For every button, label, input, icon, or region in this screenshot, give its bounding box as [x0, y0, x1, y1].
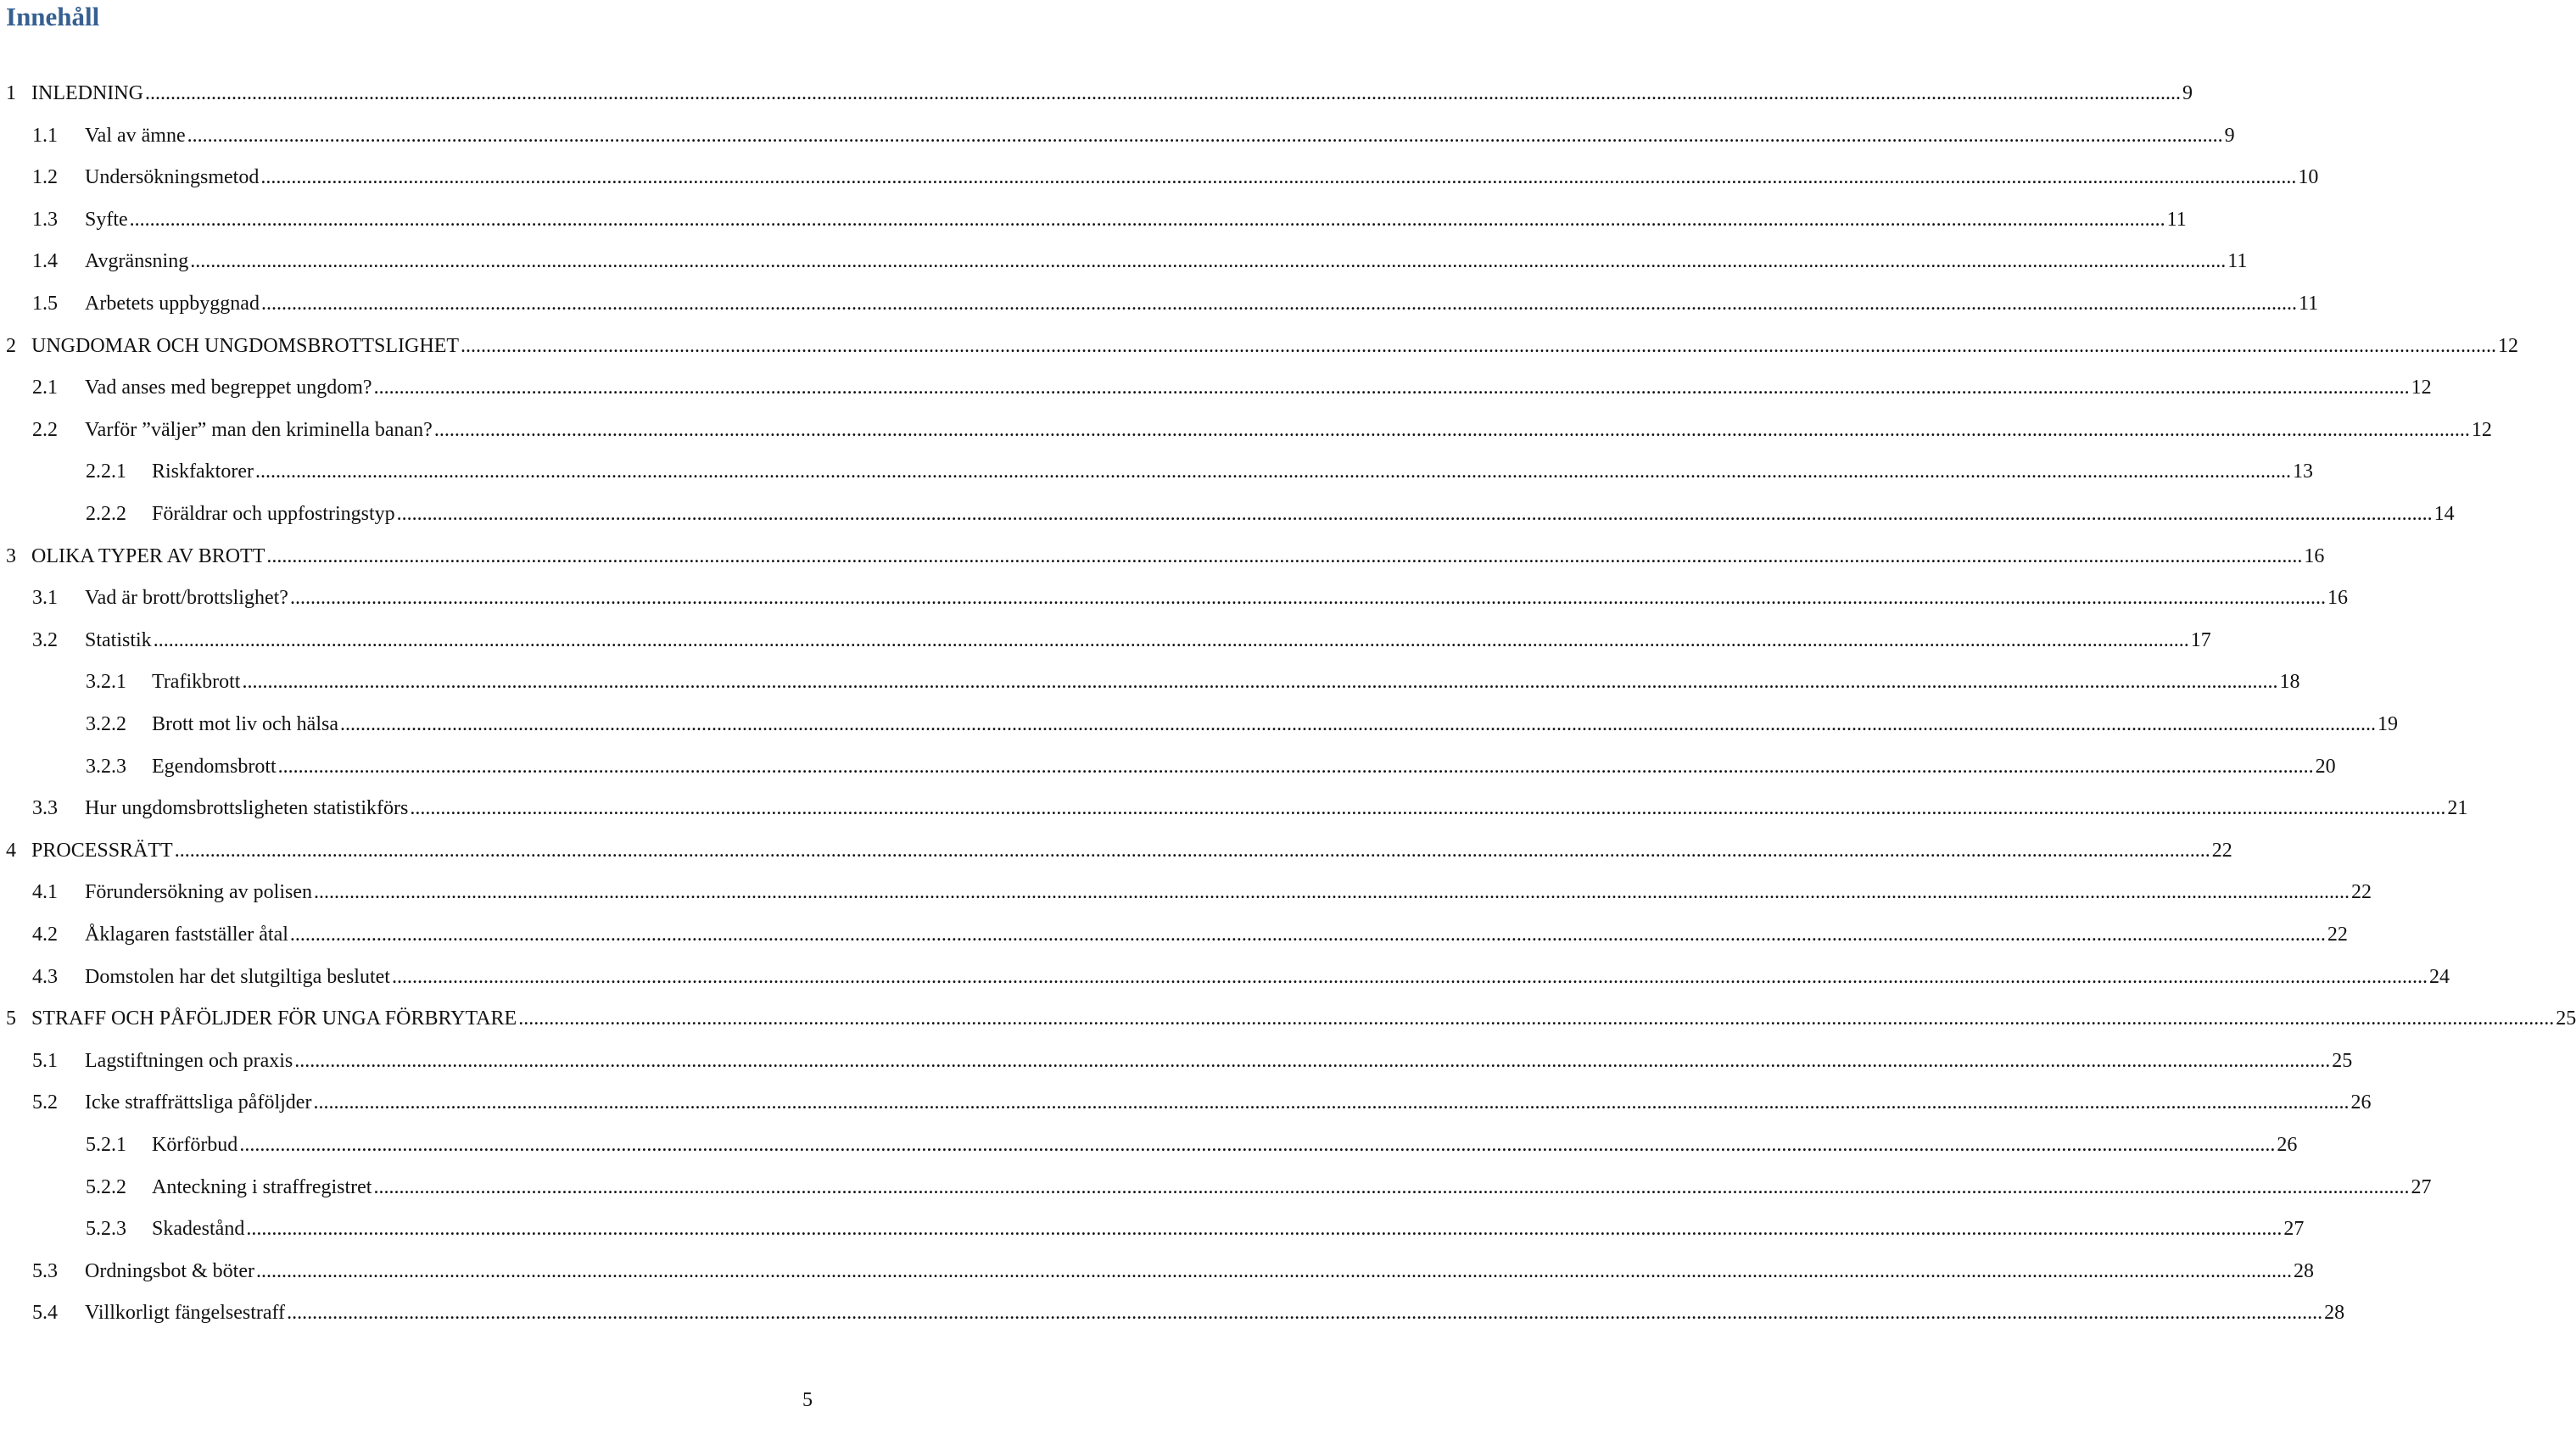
toc-entry[interactable] [0, 581, 2348, 615]
toc-entry-number: 1.4 [32, 250, 58, 273]
toc-entry-title: Ordningsbot & böter [85, 1259, 254, 1282]
dot-leader: ................................................................................................................................................................................................................................................................................................................................................................................................................ [410, 797, 2446, 820]
toc-entry-number: 2 [6, 334, 16, 357]
toc-entry-number: 3.2.2 [86, 713, 126, 735]
toc-entry-number: 2.2 [32, 418, 58, 441]
toc-entry-title: Egendomsbrott [152, 755, 277, 778]
toc-entry[interactable] [0, 539, 2325, 573]
toc-entry-page: 17 [2190, 628, 2211, 651]
toc-entry[interactable] [0, 1170, 2432, 1204]
toc-entry-page: 16 [2304, 544, 2325, 567]
dot-leader: ................................................................................................................................................................................................................................................................................................................................................................................................................ [239, 1134, 2276, 1156]
toc-entry-number: 1.5 [32, 293, 58, 315]
dot-leader: ................................................................................................................................................................................................................................................................................................................................................................................................................ [289, 587, 2326, 610]
toc-entry-number: 5.2.2 [86, 1175, 126, 1198]
dot-leader: ................................................................................................................................................................................................................................................................................................................................................................................................................ [190, 250, 2227, 273]
toc-entry[interactable] [0, 875, 2372, 909]
toc-entry[interactable] [0, 76, 2193, 110]
dot-leader: ................................................................................................................................................................................................................................................................................................................................................................................................................ [277, 755, 2314, 778]
toc-entry-title: Val av ämne [85, 124, 186, 147]
toc-entry-page: 28 [2293, 1259, 2314, 1282]
dot-leader: ................................................................................................................................................................................................................................................................................................................................................................................................................ [246, 1218, 2283, 1241]
toc-entry-page: 25 [2332, 1049, 2353, 1072]
toc-entry[interactable] [0, 329, 2519, 363]
toc-entry-page: 14 [2434, 503, 2455, 525]
toc-entry-number: 4.2 [32, 924, 58, 946]
toc-entry-title: Arbetets uppbyggnad [85, 293, 260, 315]
toc-entry-title: STRAFF OCH PÅFÖLJDER FÖR UNGA FÖRBRYTARE [31, 1007, 517, 1030]
toc-entry-title: Varför ”väljer” man den kriminella banan? [85, 418, 433, 441]
toc-entry-page: 12 [2498, 334, 2519, 357]
toc-entry[interactable] [0, 960, 2450, 994]
toc-entry-number: 2.1 [32, 377, 58, 399]
toc-entry[interactable] [0, 1002, 2576, 1035]
toc-entry[interactable] [0, 1296, 2345, 1330]
toc-entry-title: Syfte [85, 208, 128, 231]
toc-entry-number: 4.3 [32, 965, 58, 988]
toc-entry-number: 5.4 [32, 1302, 58, 1325]
toc-entry[interactable] [0, 119, 2235, 153]
toc-entry-number: 5.2.3 [86, 1218, 126, 1241]
dot-leader: ................................................................................................................................................................................................................................................................................................................................................................................................................ [129, 208, 2165, 231]
toc-entry-title: Anteckning i straffregistret [152, 1175, 372, 1198]
toc-entry-number: 5.3 [32, 1259, 58, 1282]
toc-entry-page: 28 [2324, 1302, 2345, 1325]
toc-entry-title: Vad anses med begreppet ungdom? [85, 377, 372, 399]
toc-entry-number: 5.2.1 [86, 1134, 126, 1156]
toc-entry-title: Skadestånd [152, 1218, 245, 1241]
toc-entry-page: 11 [2298, 293, 2319, 315]
toc-entry-number: 3.2.1 [86, 671, 126, 694]
toc-entry-page: 18 [2279, 671, 2300, 694]
toc-entry-title: Åklagaren fastställer åtal [85, 924, 288, 946]
toc-entry-page: 20 [2315, 755, 2336, 778]
toc-entry-page: 22 [2327, 924, 2348, 946]
toc-entry-number: 1 [6, 82, 16, 104]
toc-entry-page: 11 [2227, 250, 2248, 273]
toc-entry-number: 2.2.1 [86, 460, 126, 483]
toc-entry-page: 24 [2428, 965, 2450, 988]
toc-entry-title: Hur ungdomsbrottsligheten statistikförs [85, 797, 409, 820]
dot-leader: ................................................................................................................................................................................................................................................................................................................................................................................................................ [187, 124, 2223, 147]
toc-heading: Innehåll [6, 2, 100, 31]
toc-entry-title: Trafikbrott [152, 671, 241, 694]
toc-entry[interactable] [0, 918, 2348, 952]
toc-entry-title: Körförbud [152, 1134, 238, 1156]
toc-entry-page: 16 [2327, 587, 2348, 610]
dot-leader: ................................................................................................................................................................................................................................................................................................................................................................................................................ [242, 671, 2278, 694]
dot-leader: ................................................................................................................................................................................................................................................................................................................................................................................................................ [313, 1091, 2350, 1114]
toc-entry-title: OLIKA TYPER AV BROTT [31, 544, 265, 567]
dot-leader: ................................................................................................................................................................................................................................................................................................................................................................................................................ [313, 881, 2350, 904]
toc-entry-page: 12 [2471, 418, 2492, 441]
toc-entry-page: 19 [2377, 713, 2398, 735]
toc-entry-number: 3.1 [32, 587, 58, 610]
toc-entry-page: 22 [2350, 881, 2372, 904]
dot-leader: ................................................................................................................................................................................................................................................................................................................................................................................................................ [289, 924, 2326, 946]
toc-entry[interactable] [0, 1128, 2298, 1162]
dot-leader: ................................................................................................................................................................................................................................................................................................................................................................................................................ [373, 377, 2410, 399]
toc-entry-title: PROCESSRÄTT [31, 839, 173, 862]
dot-leader: ................................................................................................................................................................................................................................................................................................................................................................................................................ [260, 293, 2297, 315]
toc-entry-title: Brott mot liv och hälsa [152, 713, 338, 735]
toc-entry[interactable] [0, 1044, 2353, 1078]
toc-entry-title: Avgränsning [85, 250, 189, 273]
dot-leader: ................................................................................................................................................................................................................................................................................................................................................................................................................ [518, 1007, 2555, 1030]
toc-entry[interactable] [0, 623, 2211, 657]
toc-entry[interactable] [0, 1212, 2305, 1246]
toc-entry-page: 27 [2283, 1218, 2305, 1241]
toc-entry-page: 27 [2411, 1175, 2432, 1198]
toc-entry-title: Icke straffrättsliga påföljder [85, 1091, 312, 1114]
toc-entry-page: 26 [2350, 1091, 2372, 1114]
toc-entry[interactable] [0, 160, 2319, 194]
toc-entry[interactable] [0, 455, 2313, 488]
toc-entry-page: 21 [2447, 797, 2468, 820]
toc-entry-number: 3.2.3 [86, 755, 126, 778]
toc-entry-number: 3 [6, 544, 16, 567]
toc-entry-title: Domstolen har det slutgiltiga beslutet [85, 965, 390, 988]
toc-entry-title: INLEDNING [31, 82, 143, 104]
toc-entry-number: 3.2 [32, 628, 58, 651]
toc-entry-page: 9 [2224, 124, 2235, 147]
toc-entry[interactable] [0, 707, 2398, 741]
dot-leader: ................................................................................................................................................................................................................................................................................................................................................................................................................ [255, 1259, 2292, 1282]
toc-entry[interactable] [0, 497, 2455, 531]
dot-leader: ................................................................................................................................................................................................................................................................................................................................................................................................................ [391, 965, 2428, 988]
toc-entry-page: 10 [2298, 166, 2319, 189]
toc-entry-number: 5.1 [32, 1049, 58, 1072]
toc-entry[interactable] [0, 244, 2248, 278]
toc-entry-number: 4 [6, 839, 16, 862]
toc-entry[interactable] [0, 413, 2492, 447]
dot-leader: ................................................................................................................................................................................................................................................................................................................................................................................................................ [174, 839, 2210, 862]
dot-leader: ................................................................................................................................................................................................................................................................................................................................................................................................................ [254, 460, 2291, 483]
dot-leader: ................................................................................................................................................................................................................................................................................................................................................................................................................ [339, 713, 2376, 735]
dot-leader: ................................................................................................................................................................................................................................................................................................................................................................................................................ [260, 166, 2297, 189]
dot-leader: ................................................................................................................................................................................................................................................................................................................................................................................................................ [287, 1302, 2323, 1325]
toc-entry-page: 9 [2182, 82, 2193, 104]
dot-leader: ................................................................................................................................................................................................................................................................................................................................................................................................................ [396, 503, 2433, 525]
toc-entry-title: Föräldrar och uppfostringstyp [152, 503, 395, 525]
toc-entry-number: 5 [6, 1007, 16, 1030]
toc-entry-title: Undersökningsmetod [85, 166, 260, 189]
toc-entry-title: Statistik [85, 628, 152, 651]
toc-entry-page: 25 [2556, 1007, 2576, 1030]
toc-entry[interactable] [0, 371, 2432, 405]
toc-entry-number: 2.2.2 [86, 503, 126, 525]
dot-leader: ................................................................................................................................................................................................................................................................................................................................................................................................................ [433, 418, 2470, 441]
dot-leader: ................................................................................................................................................................................................................................................................................................................................................................................................................ [266, 544, 2303, 567]
toc-entry-number: 5.2 [32, 1091, 58, 1114]
toc-entry-title: Förundersökning av polisen [85, 881, 312, 904]
dot-leader: ................................................................................................................................................................................................................................................................................................................................................................................................................ [144, 82, 2181, 104]
dot-leader: ................................................................................................................................................................................................................................................................................................................................................................................................................ [294, 1049, 2331, 1072]
toc-entry[interactable] [0, 791, 2468, 825]
toc-entry-number: 3.3 [32, 797, 58, 820]
toc-entry-number: 1.1 [32, 124, 58, 147]
toc-entry-title: Riskfaktorer [152, 460, 254, 483]
toc-entry-page: 26 [2277, 1134, 2298, 1156]
toc-entry[interactable] [0, 1086, 2372, 1119]
page-number-value: 5 [802, 1389, 813, 1411]
toc-entry-page: 12 [2411, 377, 2432, 399]
toc-entry-title: Vad är brott/brottslighet? [85, 587, 288, 610]
toc-entry-number: 1.3 [32, 208, 58, 231]
toc-entry-page: 11 [2166, 208, 2187, 231]
dot-leader: ................................................................................................................................................................................................................................................................................................................................................................................................................ [373, 1175, 2410, 1198]
toc-entry-title: UNGDOMAR OCH UNGDOMSBROTTSLIGHET [31, 334, 460, 357]
toc-entry-title: Villkorligt fängelsestraff [85, 1302, 286, 1325]
dot-leader: ................................................................................................................................................................................................................................................................................................................................................................................................................ [153, 628, 2189, 651]
toc-entry[interactable] [0, 1254, 2314, 1288]
toc-entry-title: Lagstiftningen och praxis [85, 1049, 293, 1072]
toc-entry-page: 22 [2211, 839, 2232, 862]
dot-leader: ................................................................................................................................................................................................................................................................................................................................................................................................................ [461, 334, 2497, 357]
toc-entry-number: 4.1 [32, 881, 58, 904]
toc-entry-page: 13 [2292, 460, 2313, 483]
toc-entry[interactable] [0, 750, 2336, 784]
toc-entry[interactable] [0, 665, 2300, 699]
toc-entry[interactable] [0, 834, 2232, 868]
toc-entry[interactable] [0, 203, 2187, 237]
toc-entry[interactable] [0, 287, 2319, 321]
toc-entry-number: 1.2 [32, 166, 58, 189]
